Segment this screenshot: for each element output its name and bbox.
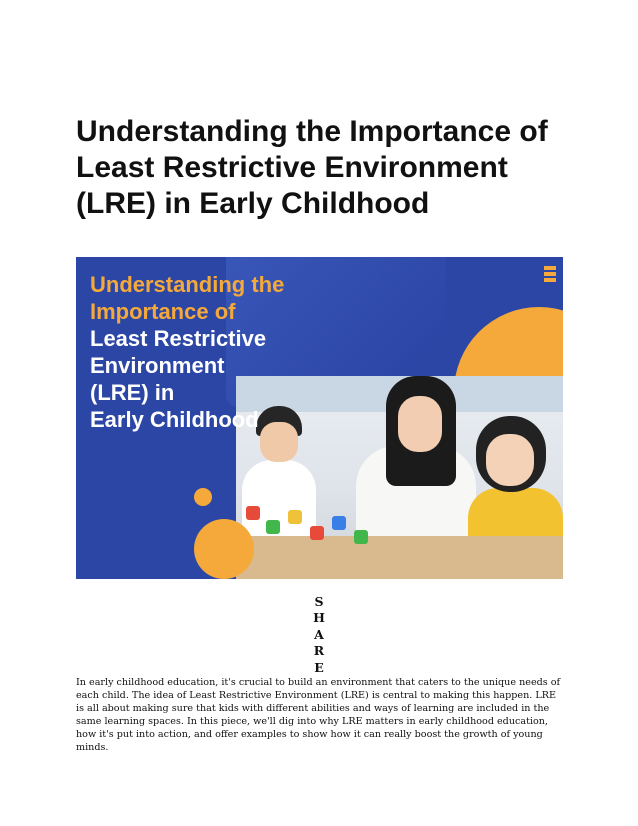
banner-line: Importance of [90,299,236,324]
featured-image [76,257,563,579]
banner-headline [90,271,390,433]
brand-logo-icon [544,266,556,286]
banner-line: Environment [90,353,225,378]
banner-line: Understanding the [90,272,285,297]
article-title: Understanding the Importance of Least Restrictive Environment (LRE) in Early Childhood [76,115,548,220]
banner-line: (LRE) in [90,380,175,405]
decorative-circle-medium [194,519,254,579]
banner-line: Least Restrictive [90,326,267,351]
decorative-circle-small [194,488,212,506]
banner-line: Early Childhood [90,407,259,432]
share-label[interactable]: SHARE [313,594,325,675]
article-intro-paragraph: In early childhood education, it's crucial to build an environment that caters to the unique needs of each child. The idea of Least Restrictive Environment (LRE) is central to making this happen. LRE is all about making sure that kids with different abilities and ways of learning are included in the same learning spaces. In this piece, we'll dig into why LRE matters in early childhood education, how it's put into action, and offer examples to show how it can really boost the growth of young minds. [76,677,561,753]
toy-blocks [236,496,386,556]
